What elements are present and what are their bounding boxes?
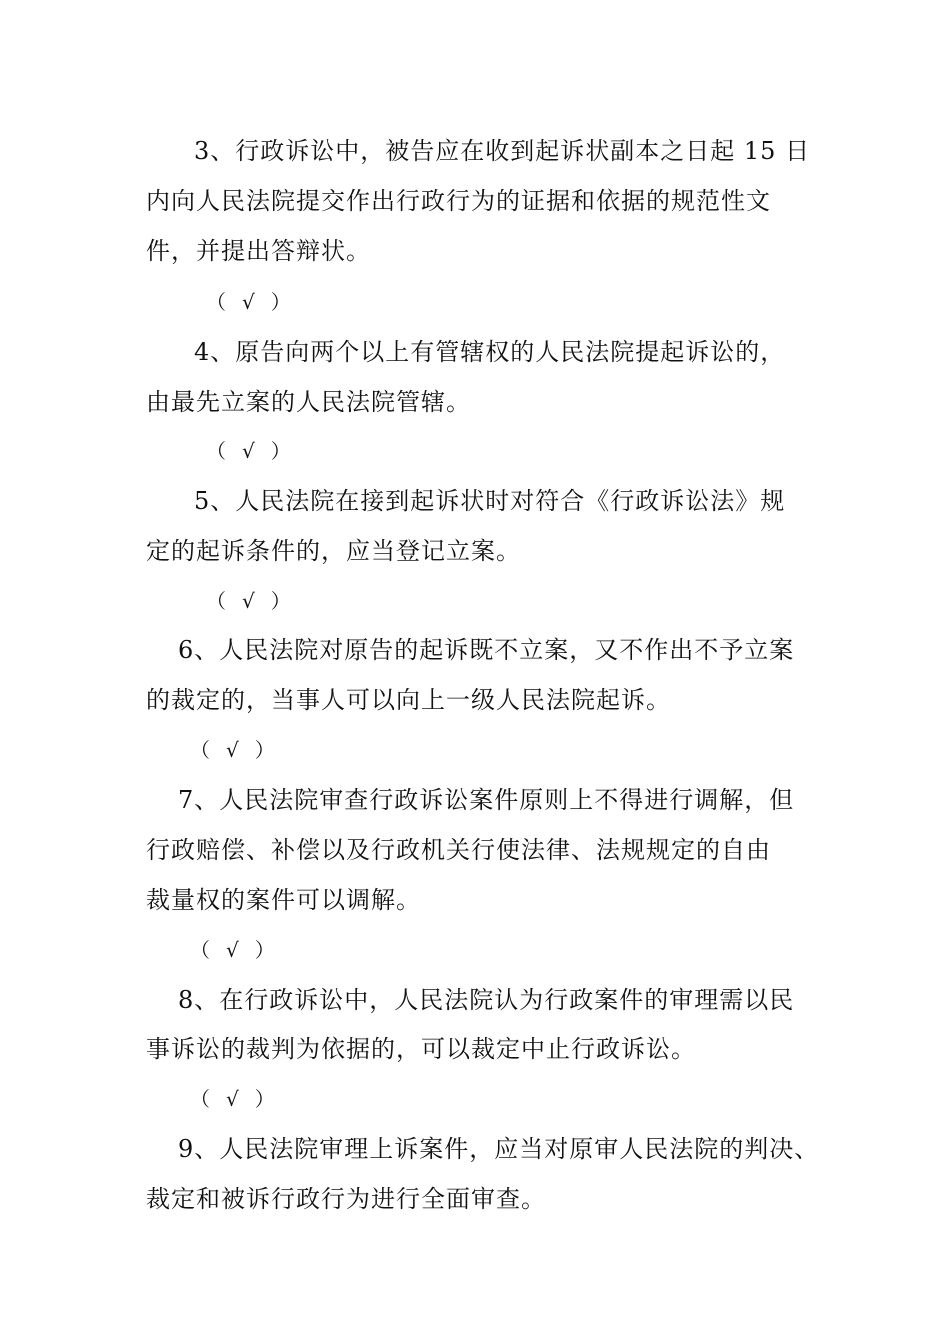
answer-open-paren: （ <box>206 589 226 613</box>
question-4-line-2: 由最先立案的人民法院管辖。 <box>146 388 471 416</box>
question-4-answer <box>206 435 291 467</box>
question-8-line-2: 事诉讼的裁判为依据的，可以裁定中止行政诉讼。 <box>146 1035 696 1063</box>
check-mark: √ <box>242 439 255 463</box>
question-6-line-1: 6、人民法院对原告的起诉既不立案，又不作出不予立案 <box>178 636 795 664</box>
question-7-line-3: 裁量权的案件可以调解。 <box>146 886 421 914</box>
question-9-line-2: 裁定和被诉行政行为进行全面审查。 <box>146 1185 546 1213</box>
question-6-line-2: 的裁定的，当事人可以向上一级人民法院起诉。 <box>146 686 671 714</box>
answer-open-paren: （ <box>190 738 210 762</box>
question-8-line-1: 8、在行政诉讼中，人民法院认为行政案件的审理需以民 <box>178 986 795 1014</box>
check-mark: √ <box>226 938 239 962</box>
question-9-line-1: 9、人民法院审理上诉案件，应当对原审人民法院的判决、 <box>178 1135 820 1163</box>
question-3-line-2: 内向人民法院提交作出行政行为的证据和依据的规范性文 <box>146 187 771 215</box>
answer-close-paren: ） <box>270 439 291 463</box>
check-mark: √ <box>226 738 239 762</box>
answer-open-paren: （ <box>206 439 226 463</box>
question-7-answer <box>190 934 275 966</box>
answer-open-paren: （ <box>206 290 226 314</box>
answer-open-paren: （ <box>190 938 210 962</box>
answer-close-paren: ） <box>254 1087 275 1111</box>
answer-close-paren: ） <box>270 290 291 314</box>
question-6-answer <box>190 734 275 766</box>
answer-open-paren: （ <box>190 1087 210 1111</box>
question-3-line-3: 件，并提出答辩状。 <box>146 237 371 265</box>
check-mark: √ <box>226 1087 239 1111</box>
question-7-line-1: 7、人民法院审查行政诉讼案件原则上不得进行调解，但 <box>178 786 795 814</box>
answer-close-paren: ） <box>270 589 291 613</box>
question-5-answer <box>206 585 291 617</box>
question-7-line-2: 行政赔偿、补偿以及行政机关行使法律、法规规定的自由 <box>146 836 771 864</box>
question-8-answer <box>190 1083 275 1115</box>
question-5-line-2: 定的起诉条件的，应当登记立案。 <box>146 537 521 565</box>
question-5-line-1: 5、人民法院在接到起诉状时对符合《行政诉讼法》规 <box>194 487 786 515</box>
question-3-answer <box>206 286 291 318</box>
check-mark: √ <box>242 290 255 314</box>
check-mark: √ <box>242 589 255 613</box>
question-3-line-1: 3、行政诉讼中，被告应在收到起诉状副本之日起 15 日 <box>194 137 811 165</box>
answer-close-paren: ） <box>254 738 275 762</box>
question-4-line-1: 4、原告向两个以上有管辖权的人民法院提起诉讼的， <box>194 338 786 366</box>
answer-close-paren: ） <box>254 938 275 962</box>
